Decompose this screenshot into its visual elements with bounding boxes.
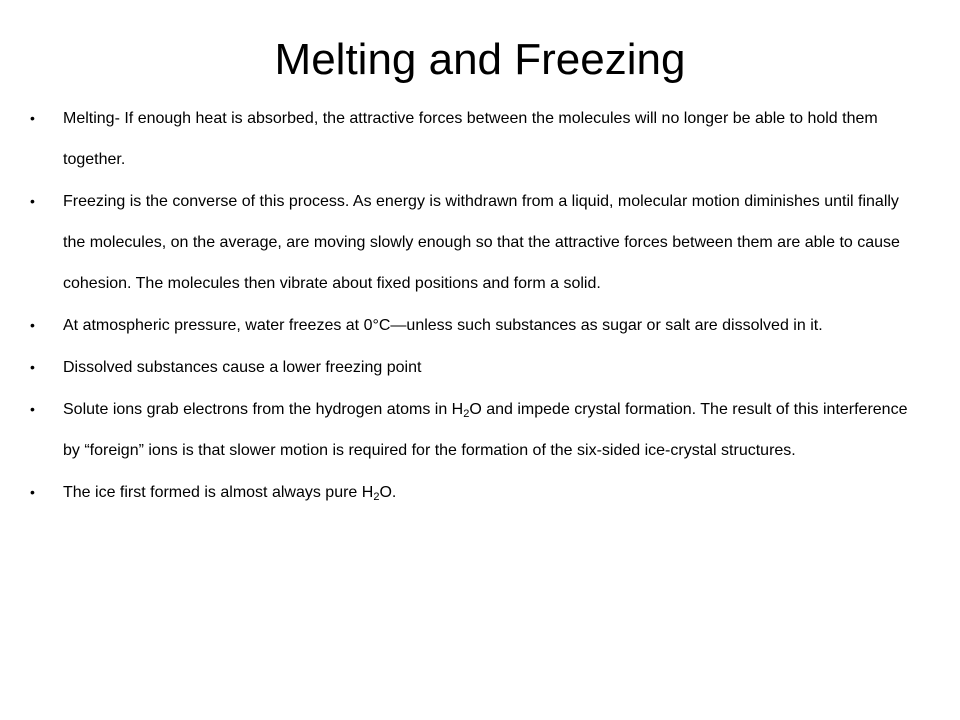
bullet-item — [30, 181, 920, 304]
subscript: 2 — [373, 491, 380, 503]
bullet-item — [30, 305, 920, 346]
bullet-text: The ice first formed is almost always pure $H_2O$. — [63, 484, 397, 503]
bullet-text: Dissolved substances cause a lower freezing point — [63, 359, 422, 376]
bullet-list — [30, 98, 920, 514]
bullet-item — [30, 389, 920, 471]
slide-title: Melting and Freezing — [274, 35, 686, 84]
bullet-text: Melting- If enough heat is absorbed, the attractive forces between the molecules will no longer be able to hold them together. — [63, 110, 878, 168]
bullet-icon: • — [30, 359, 35, 375]
subscript: 2 — [463, 408, 470, 420]
bullet-item — [30, 472, 920, 513]
bullet-icon: • — [30, 193, 35, 209]
bullet-icon: • — [30, 401, 35, 417]
bullet-icon: • — [30, 317, 35, 333]
bullet-icon: • — [30, 110, 35, 126]
bullet-item — [30, 347, 920, 388]
bullet-item — [30, 98, 920, 180]
bullet-text: Freezing is the converse of this process. As energy is withdrawn from a liquid, molecular motion diminishes until finally the molecules, on the average, are moving slowly enough so that the attractive forces between them are able to cause cohesion. The molecules then vibrate about fixed positions and form a solid. — [63, 193, 900, 292]
bullet-text: At atmospheric pressure, water freezes at 0°C—unless such substances as sugar or salt are dissolved in it. — [63, 317, 823, 334]
bullet-icon: • — [30, 484, 35, 500]
bullet-text: Solute ions grab electrons from the hydrogen atoms in $H_2O$ and impede crystal formation. The result of this interference by “foreign” ions is that slower motion is required for the formation of the six-sided ice-crystal structures. — [63, 401, 908, 459]
